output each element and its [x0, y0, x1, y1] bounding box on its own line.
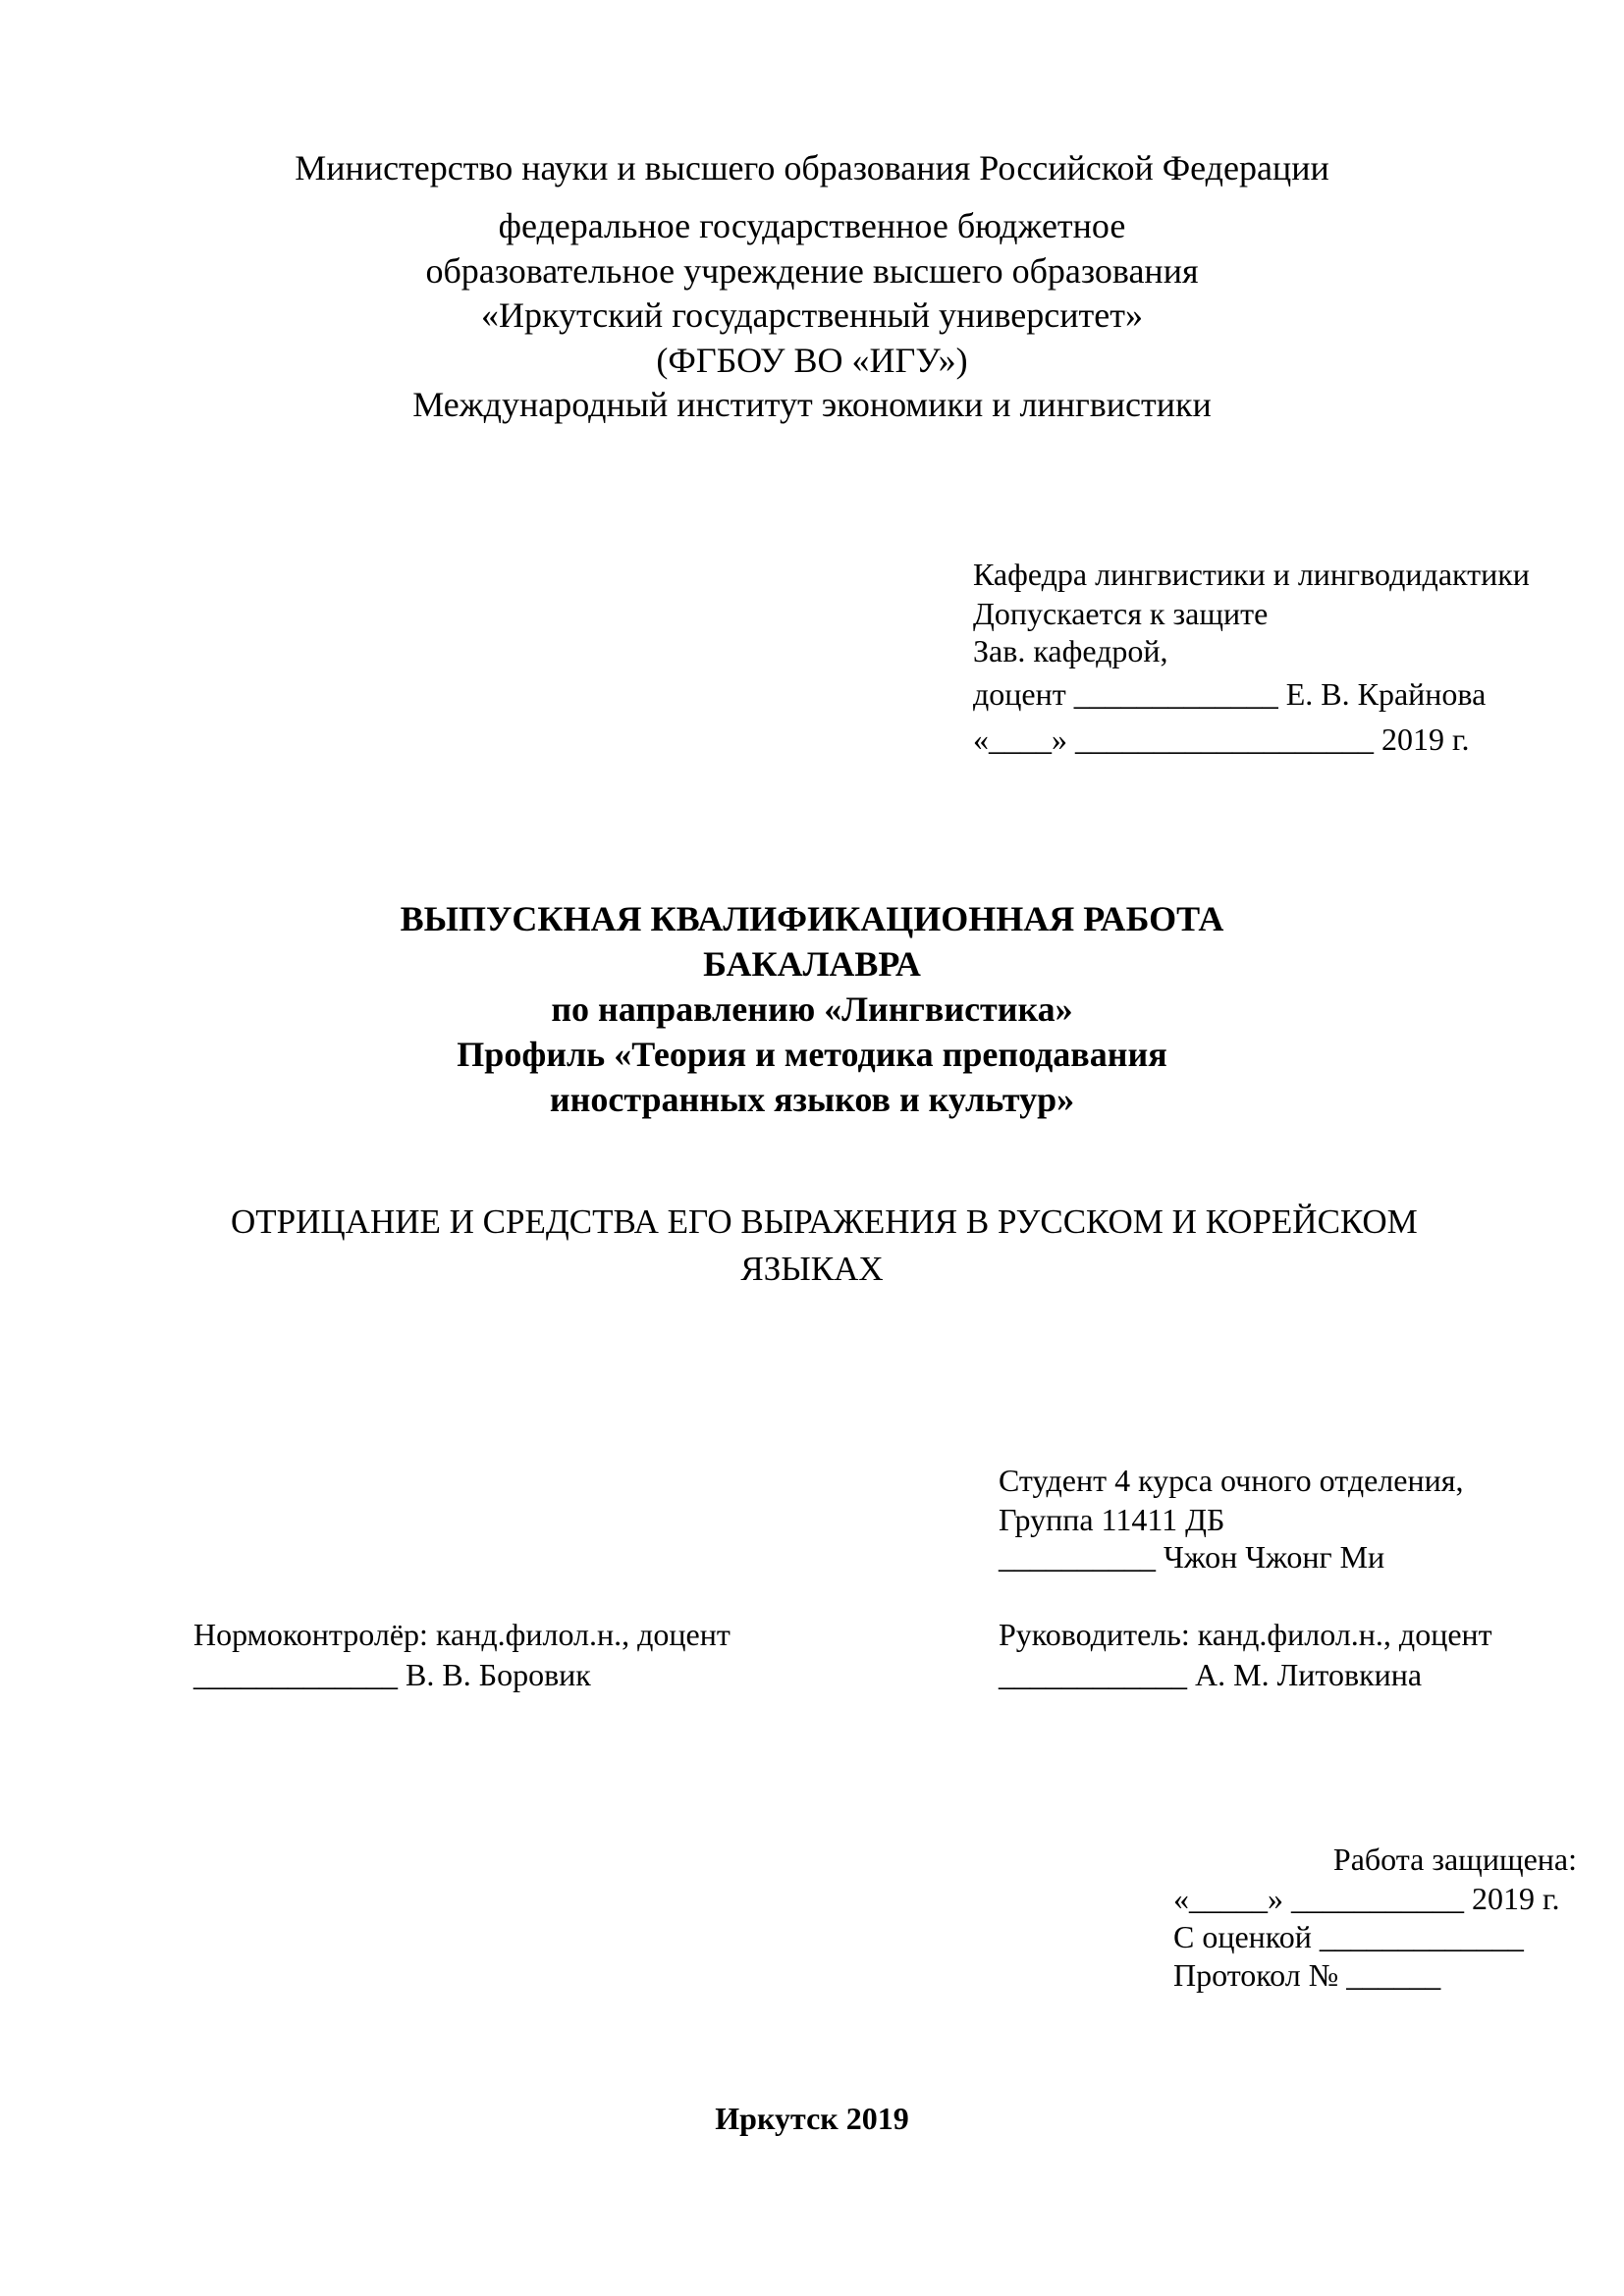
department-name: Кафедра лингвистики и лингводидактики	[973, 557, 1530, 592]
docent-signature-line: доцент _____________ Е. В. Крайнова	[973, 676, 1487, 712]
defended-label: Работа защищена:	[1332, 1842, 1577, 1877]
work-type-line-2: БАКАЛАВРА	[703, 944, 921, 984]
norm-controller-role: Нормоконтролёр: канд.филол.н., доцент	[193, 1617, 731, 1652]
university-name: «Иркутский государственный университет»	[481, 295, 1143, 335]
norm-controller-signature: _____________ В. В. Боровик	[193, 1657, 591, 1692]
defense-protocol-line: Протокол № ______	[1173, 1957, 1441, 1993]
supervisor-signature: ____________ А. М. Литовкина	[999, 1657, 1423, 1692]
work-type-line-1: ВЫПУСКНАЯ КВАЛИФИКАЦИОННАЯ РАБОТА	[400, 899, 1224, 938]
student-signature-line: __________ Чжон Чжонг Ми	[999, 1539, 1385, 1575]
thesis-title-line-2: ЯЗЫКАХ	[740, 1250, 884, 1288]
defense-date-line: «_____» ___________ 2019 г.	[1173, 1881, 1560, 1916]
institute-name: Международный институт экономики и лингвистики	[412, 385, 1212, 424]
city-year: Иркутск 2019	[715, 2101, 909, 2136]
admitted-label: Допускается к защите	[973, 596, 1269, 631]
student-course: Студент 4 курса очного отделения,	[999, 1463, 1464, 1498]
approval-date-line: «____» ___________________ 2019 г.	[973, 721, 1470, 757]
head-of-department-label: Зав. кафедрой,	[973, 633, 1168, 668]
work-type-profile-2: иностранных языков и культур»	[549, 1080, 1075, 1119]
institution-line-2: образовательное учреждение высшего образования	[425, 251, 1199, 291]
supervisor-role: Руководитель: канд.филол.н., доцент	[999, 1617, 1492, 1652]
work-type-profile-1: Профиль «Теория и методика преподавания	[457, 1035, 1167, 1074]
thesis-title-line-1: ОТРИЦАНИЕ И СРЕДСТВА ЕГО ВЫРАЖЕНИЯ В РУССКОМ И КОРЕЙСКОМ	[231, 1202, 1418, 1241]
institution-line-1: федеральное государственное бюджетное	[498, 206, 1126, 245]
ministry-line: Министерство науки и высшего образования Российской Федерации	[295, 148, 1329, 187]
student-group: Группа 11411 ДБ	[999, 1502, 1225, 1537]
work-type-direction: по направлению «Лингвистика»	[551, 989, 1073, 1029]
university-abbreviation: (ФГБОУ ВО «ИГУ»)	[656, 341, 968, 380]
defense-grade-line: С оценкой _____________	[1173, 1919, 1524, 1954]
